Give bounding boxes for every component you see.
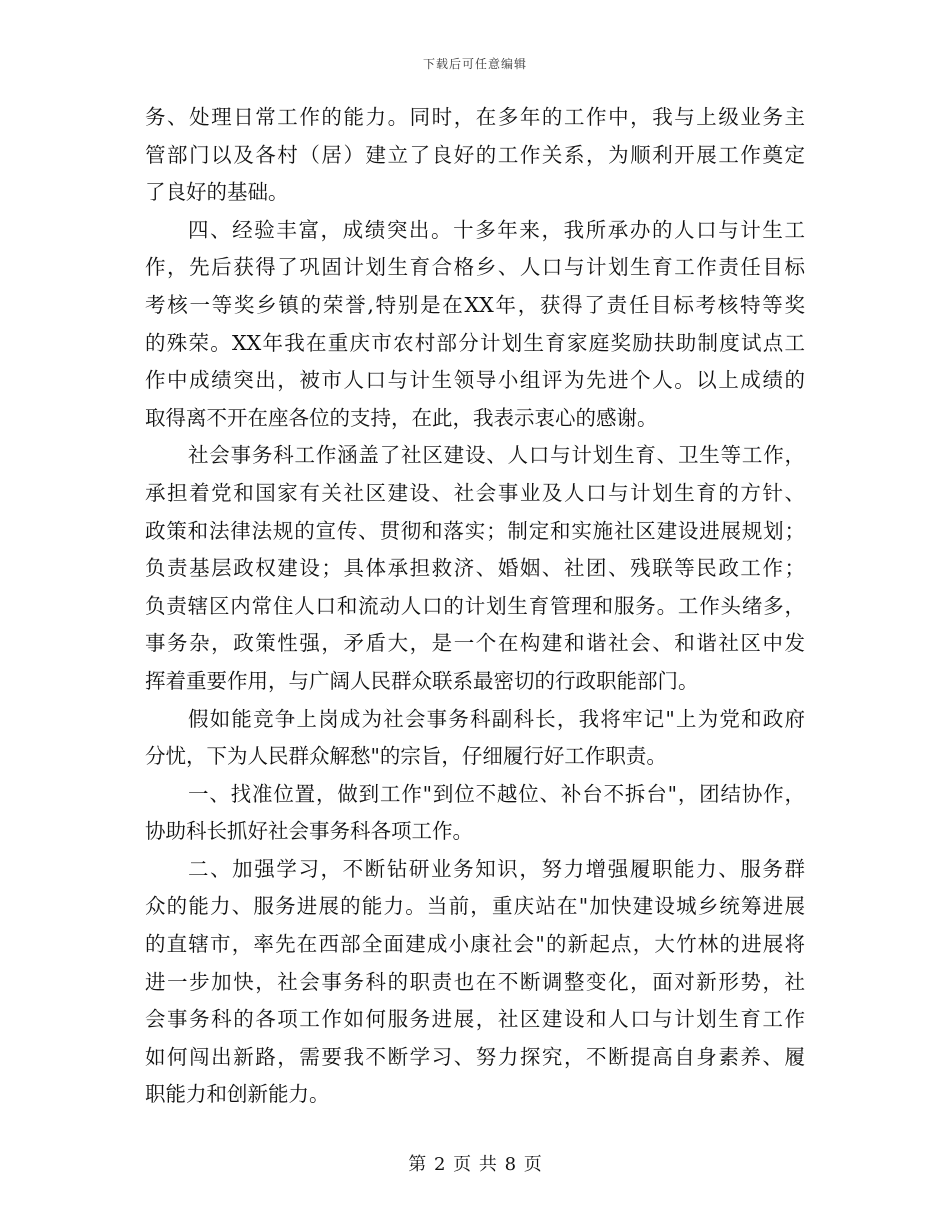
body-text-line: 的直辖市，率先在西部全面建成小康社会"的新起点，大竹林的进展将 — [145, 932, 805, 957]
body-text-line: 作中成绩突出，被市人口与计生领导小组评为先进个人。以上成绩的 — [145, 368, 805, 393]
body-text-line: 如何闯出新路，需要我不断学习、努力探究，不断提高自身素养、履 — [145, 1044, 805, 1069]
body-text-line: 取得离不开在座各位的支持，在此，我表示衷心的感谢。 — [145, 405, 658, 430]
body-text-line: 进一步加快，社会事务科的职责也在不断调整变化，面对新形势，社 — [145, 969, 805, 994]
page-number-footer: 第 2 页 共 8 页 — [408, 1154, 542, 1175]
body-text-line: 了良好的基础。 — [145, 180, 289, 205]
body-text-line: 一、找准位置，做到工作"到位不越位、补台不拆台"，团结协作， — [188, 781, 805, 806]
body-text-line: 会事务科的各项工作如何服务进展，社区建设和人口与计划生育工作 — [145, 1007, 805, 1032]
body-text-line: 假如能竞争上岗成为社会事务科副科长，我将牢记"上为党和政府 — [188, 706, 805, 731]
body-text-line: 承担着党和国家有关社区建设、社会事业及人口与计划生育的方针、 — [145, 480, 805, 505]
body-text-line: 负责基层政权建设；具体承担救济、婚姻、社团、残联等民政工作； — [145, 556, 805, 581]
body-text-line: 政策和法律法规的宣传、贯彻和落实；制定和实施社区建设进展规划； — [145, 518, 805, 543]
body-text-line: 的殊荣。XX年我在重庆市农村部分计划生育家庭奖励扶助制度试点工 — [145, 330, 805, 355]
body-text-line: 务、处理日常工作的能力。同时，在多年的工作中，我与上级业务主 — [145, 105, 805, 129]
body-text-line: 职能力和创新能力。 — [145, 1082, 330, 1107]
body-text-line: 社会事务科工作涵盖了社区建设、人口与计划生育、卫生等工作， — [188, 443, 805, 468]
document-body — [145, 99, 805, 1114]
body-text-line: 分忧，下为人民群众解愁"的宗旨，仔细履行好工作职责。 — [145, 744, 667, 769]
body-text-line: 考核一等奖乡镇的荣誉,特别是在XX年，获得了责任目标考核特等奖 — [145, 292, 805, 317]
body-text-line: 协助科长抓好社会事务科各项工作。 — [145, 819, 473, 844]
page-header: 下载后可任意编辑 — [422, 57, 527, 71]
body-text-line: 管部门以及各村（居）建立了良好的工作关系，为顺利开展工作奠定 — [145, 142, 805, 167]
body-text-line: 负责辖区内常住人口和流动人口的计划生育管理和服务。工作头绪多， — [145, 593, 805, 618]
body-text-line: 众的能力、服务进展的能力。当前，重庆站在"加快建设城乡统筹进展 — [145, 894, 805, 919]
body-text-line: 事务杂，政策性强，矛盾大，是一个在构建和谐社会、和谐社区中发 — [145, 631, 805, 656]
body-text-line: 挥着重要作用，与广阔人民群众联系最密切的行政职能部门。 — [145, 668, 699, 693]
body-text-line: 二、加强学习，不断钻研业务知识，努力增强履职能力、服务群 — [188, 856, 805, 881]
body-text-line: 四、经验丰富，成绩突出。十多年来，我所承办的人口与计生工 — [188, 217, 805, 242]
body-text-line: 作，先后获得了巩固计划生育合格乡、人口与计划生育工作责任目标 — [145, 255, 805, 280]
